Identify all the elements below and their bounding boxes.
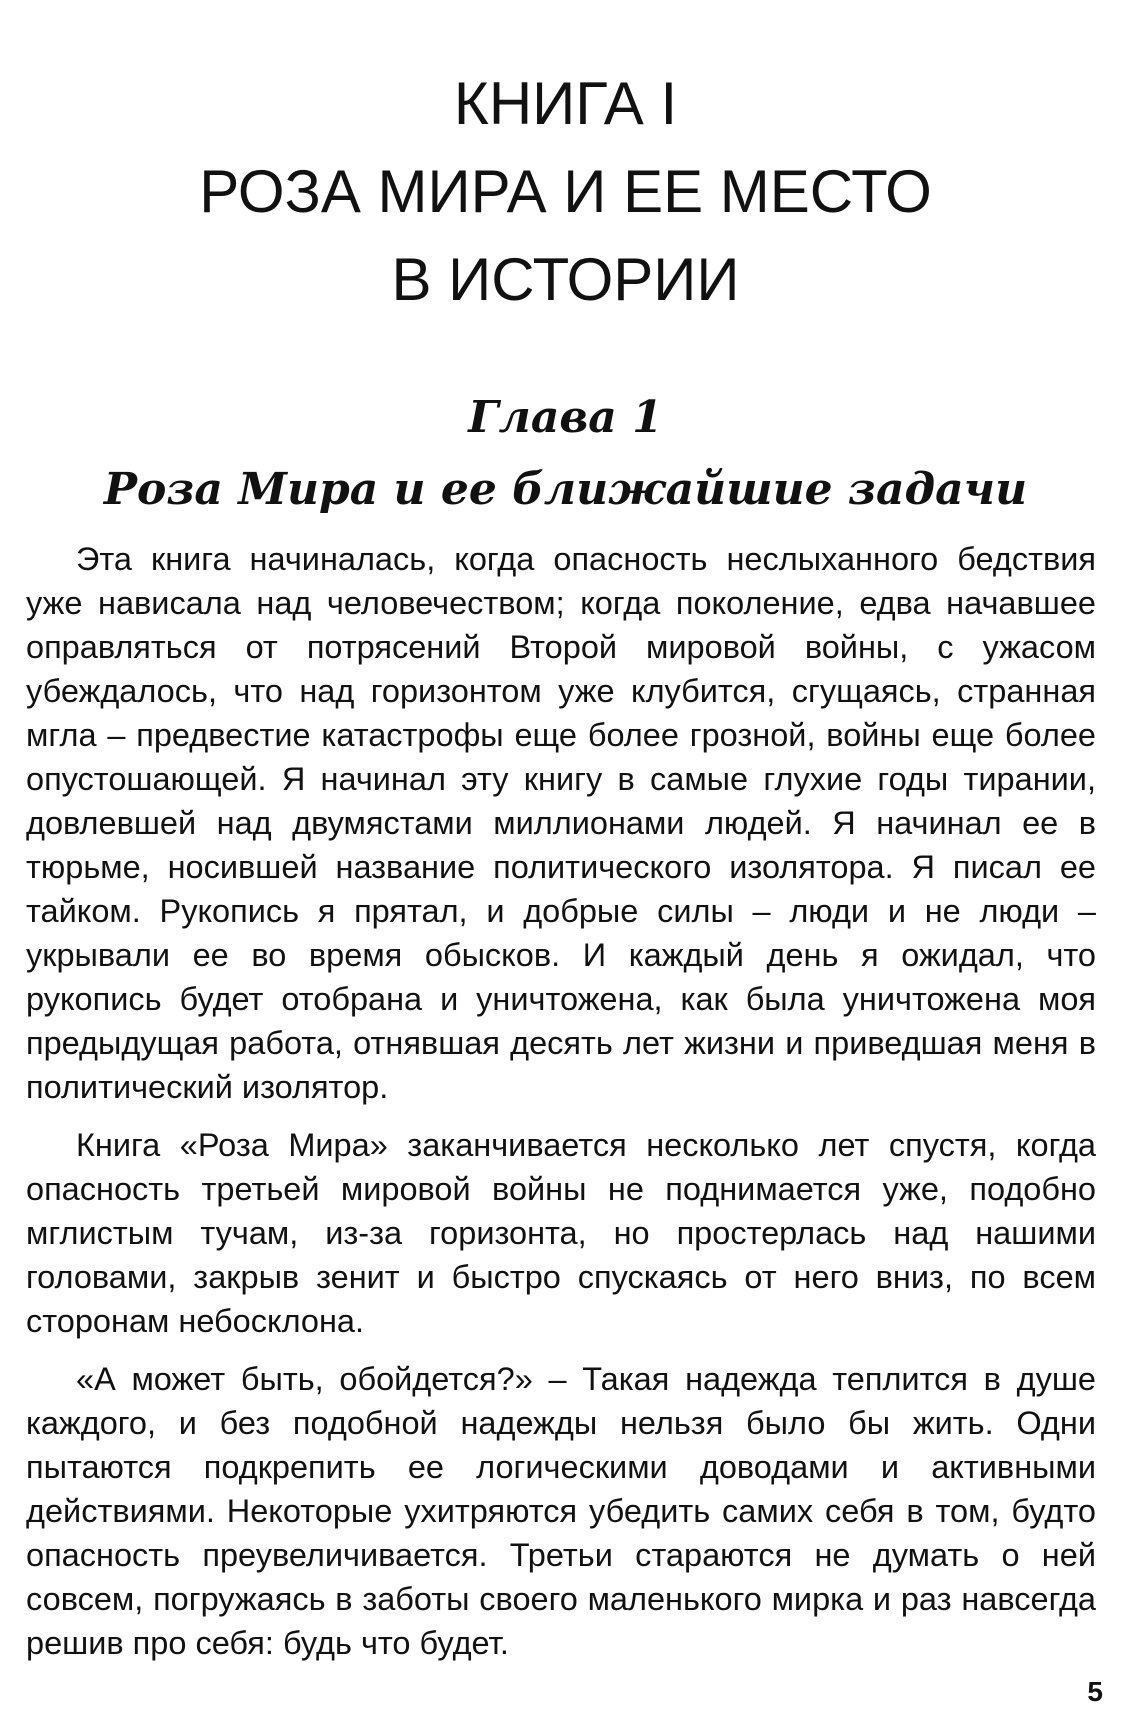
paragraph: Эта книга начиналась, когда опасность неслыханного бедствия уже нависала над человечеством; когда поколение, едва начавшее оправляться от потрясений Второй мировой войны, с ужасом убеждалось, что над горизонтом уже клубится, сгущаясь, странная мгла – предвестие катастрофы еще более грозной, войны еще более опустошающей. Я начинал эту книгу в самые глухие годы тирании, довлевшей над двумястами миллионами людей. Я начинал ее в тюрьме, носившей название политического изолятора. Я писал ее тайком. Рукопись я прятал, и добрые силы – люди и не люди – укрывали ее во время обысков. И каждый день я ожидал, что рукопись будет отобрана и уничтожена, как была уничтожена моя предыдущая работа, отнявшая десять лет жизни и приведшая меня в политический изолятор. [26, 541, 1096, 1105]
page-number: 5 [1087, 1676, 1103, 1707]
book-title-line: В ИСТОРИИ [391, 246, 740, 313]
book-title-line: РОЗА МИРА И ЕЕ МЕСТО [199, 158, 932, 225]
chapter-title: Роза Мира и ее ближайшие задачи [103, 464, 1028, 515]
chapter-number: Глава 1 [468, 392, 663, 443]
book-title [0, 60, 1131, 324]
book-title-line: КНИГА I [453, 70, 678, 137]
paragraph: «А может быть, обойдется?» – Такая надежда теплится в душе каждого, и без подобной надежды нельзя было бы жить. Одни пытаются подкрепить ее логическими доводами и активными действиями. Некоторые ухитряются убедить самих себя в том, будто опасность преувеличивается. Третьи стараются не думать о ней совсем, погружаясь в заботы своего маленького мирка и раз навсегда решив про себя: будь что будет. [26, 1361, 1096, 1661]
body-text [26, 537, 1096, 1679]
paragraph: Книга «Роза Мира» заканчивается несколько лет спустя, когда опасность третьей мировой войны не поднимается уже, подобно мглистым тучам, из-за горизонта, но простерлась над нашими головами, закрыв зенит и быстро спускаясь от него вниз, по всем сторонам небосклона. [26, 1127, 1096, 1339]
